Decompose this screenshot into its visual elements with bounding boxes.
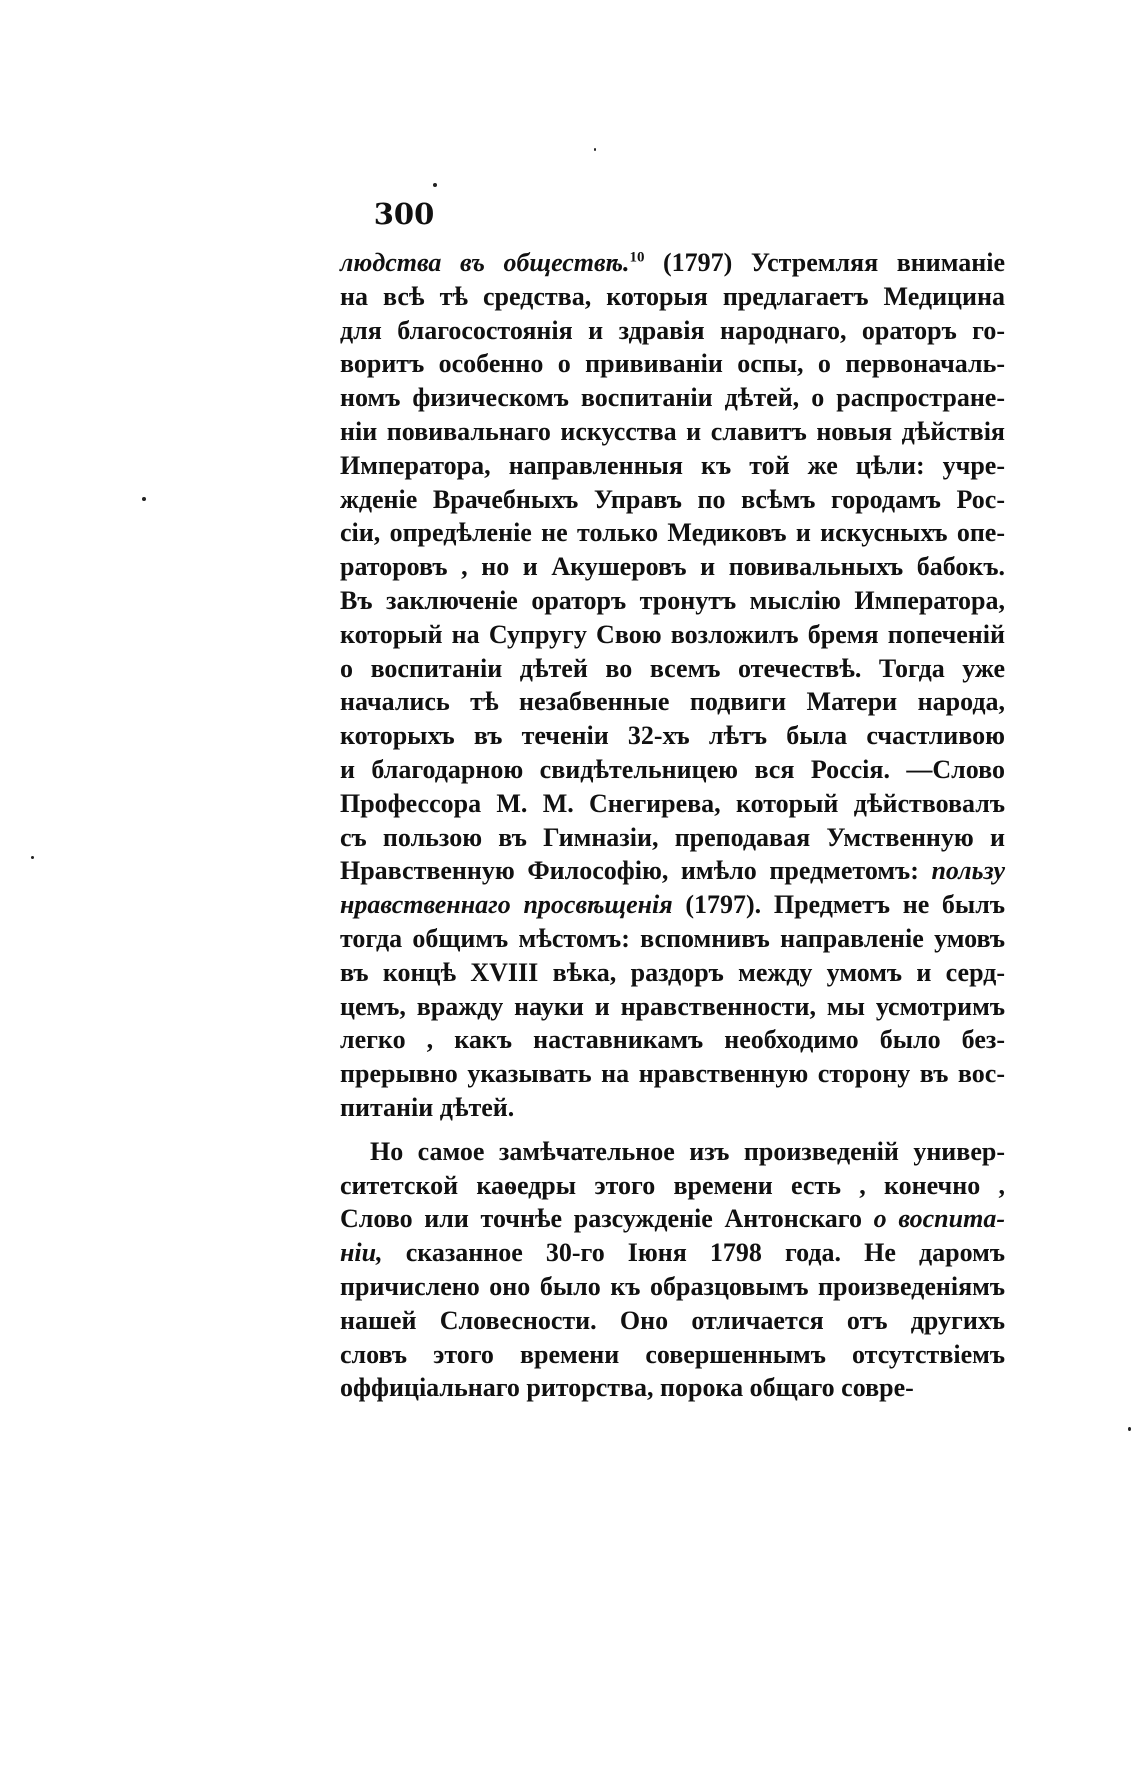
paragraph — [340, 1135, 1005, 1405]
text-run: который на Супругу Свою возложилъ бремя попеченій — [340, 619, 1005, 649]
text-run: жденіе Врачебныхъ Управъ по всѣмъ городамъ Рос- — [340, 484, 1005, 514]
page-number: 300 — [373, 197, 435, 231]
paragraph-gap — [340, 1125, 1005, 1135]
text-run: для благосостоянія и здравія народнаго, ораторъ го- — [340, 315, 1005, 345]
text-run: Слово или точнѣе разсужденіе Антонскаго — [340, 1204, 874, 1234]
text-line — [340, 381, 1005, 415]
text-line — [340, 1270, 1005, 1304]
text-line — [340, 483, 1005, 517]
text-run: въ концѣ XVIII вѣка, раздоръ между умомъ и серд- — [340, 957, 1005, 987]
text-run: сказанное 30-го Іюня 1798 года. Не даромъ — [382, 1238, 1005, 1268]
text-run: (1797) Устремляя вниманіе — [644, 248, 1005, 277]
text-run: о воспитаніи дѣтей во всемъ отечествѣ. Тогда уже — [340, 653, 1005, 683]
scan-speck — [31, 856, 34, 859]
text-run: которыхъ въ теченіи 32-хъ лѣтъ была счастливою — [340, 721, 1005, 751]
text-run: Но самое замѣчательное изъ произведеній универ- — [370, 1136, 1005, 1166]
text-run: цемъ, вражду науки и нравственности, мы усмотримъ — [340, 991, 1005, 1021]
text-line — [340, 652, 1005, 686]
text-run: съ пользою въ Гимназіи, преподавая Умственную и — [340, 822, 1005, 852]
text-run: оффиціальнаго риторства, порока общаго совре- — [340, 1373, 914, 1403]
text-run: питаніи дѣтей. — [340, 1092, 515, 1122]
text-line — [340, 719, 1005, 753]
text-run: ніи повивальнаго искусства и славитъ новыя дѣйствія — [340, 416, 1005, 446]
scan-speck — [594, 148, 596, 151]
text-run: о воспита- — [873, 1204, 1005, 1234]
text-line — [340, 280, 1005, 314]
text-run: на всѣ тѣ средства, которыя предлагаетъ Медицина — [340, 281, 1005, 311]
text-line — [340, 1023, 1005, 1057]
text-line — [340, 685, 1005, 719]
text-line — [340, 888, 1005, 922]
body-text — [340, 246, 1005, 1405]
text-run: прерывно указывать на нравственную сторону въ вос- — [340, 1059, 1005, 1089]
text-run: и благодарною свидѣтельницею вся Россія. —Слово — [340, 754, 1005, 784]
text-line — [340, 753, 1005, 787]
paragraph — [340, 246, 1005, 1125]
text-run: нравственнаго просвѣщенія — [340, 890, 673, 920]
text-line — [340, 246, 1005, 280]
text-run: номъ физическомъ воспитаніи дѣтей, о распростране- — [340, 383, 1005, 413]
text-line — [340, 1169, 1005, 1203]
text-line — [340, 1304, 1005, 1338]
text-run: тогда общимъ мѣстомъ: вспомнивъ направленіе умовъ — [340, 923, 1005, 953]
text-line — [340, 956, 1005, 990]
text-run: Нравственную Философію, имѣло предметомъ: — [340, 856, 932, 886]
text-run: Профессора М. М. Снегирева, который дѣйствовалъ — [340, 788, 1005, 818]
text-run: людства въ обществѣ. — [340, 248, 630, 277]
text-run: легко , какъ наставникамъ необходимо было без- — [340, 1025, 1005, 1055]
scan-speck — [1128, 1427, 1131, 1431]
text-line — [340, 854, 1005, 888]
text-run: ніи, — [340, 1238, 383, 1268]
text-line — [340, 1236, 1005, 1270]
scan-speck — [433, 183, 437, 187]
text-run: Въ заключеніе ораторъ тронутъ мыслію Императора, — [340, 585, 1005, 615]
text-line — [340, 1057, 1005, 1091]
text-line — [340, 415, 1005, 449]
text-line — [340, 787, 1005, 821]
text-line — [340, 618, 1005, 652]
text-line — [340, 1091, 1005, 1125]
text-run: пользу — [931, 856, 1005, 886]
text-line — [340, 584, 1005, 618]
text-run: раторовъ , но и Акушеровъ и повивальныхъ бабокъ. — [340, 552, 1005, 582]
footnote-marker: 10 — [629, 249, 645, 266]
text-line — [340, 516, 1005, 550]
text-run: воритъ особенно о прививаніи оспы, о первоначаль- — [340, 349, 1005, 379]
text-run: нашей Словесности. Оно отличается отъ другихъ — [340, 1305, 1005, 1335]
text-run: причислено оно было къ образцовымъ произведеніямъ — [340, 1271, 1005, 1301]
text-line — [340, 1338, 1005, 1372]
text-run: ситетской каѳедры этого времени есть , конечно , — [340, 1170, 1005, 1200]
text-line — [340, 1135, 1005, 1169]
text-run: начались тѣ незабвенные подвиги Матери народа, — [340, 687, 1005, 717]
text-run: Императора, направленныя къ той же цѣли: учре- — [340, 450, 1005, 480]
text-line — [340, 821, 1005, 855]
scan-speck — [142, 497, 146, 501]
text-line — [340, 449, 1005, 483]
text-run: (1797). Предметъ не былъ — [672, 890, 1005, 920]
text-line — [340, 990, 1005, 1024]
text-line — [340, 1371, 1005, 1405]
text-line — [340, 922, 1005, 956]
text-line — [340, 347, 1005, 381]
text-line — [340, 1202, 1005, 1236]
text-run: сіи, опредѣленіе не только Медиковъ и искусныхъ опе- — [340, 518, 1005, 548]
text-line — [340, 314, 1005, 348]
text-line — [340, 550, 1005, 584]
text-run: словъ этого времени совершеннымъ отсутствіемъ — [340, 1339, 1005, 1369]
